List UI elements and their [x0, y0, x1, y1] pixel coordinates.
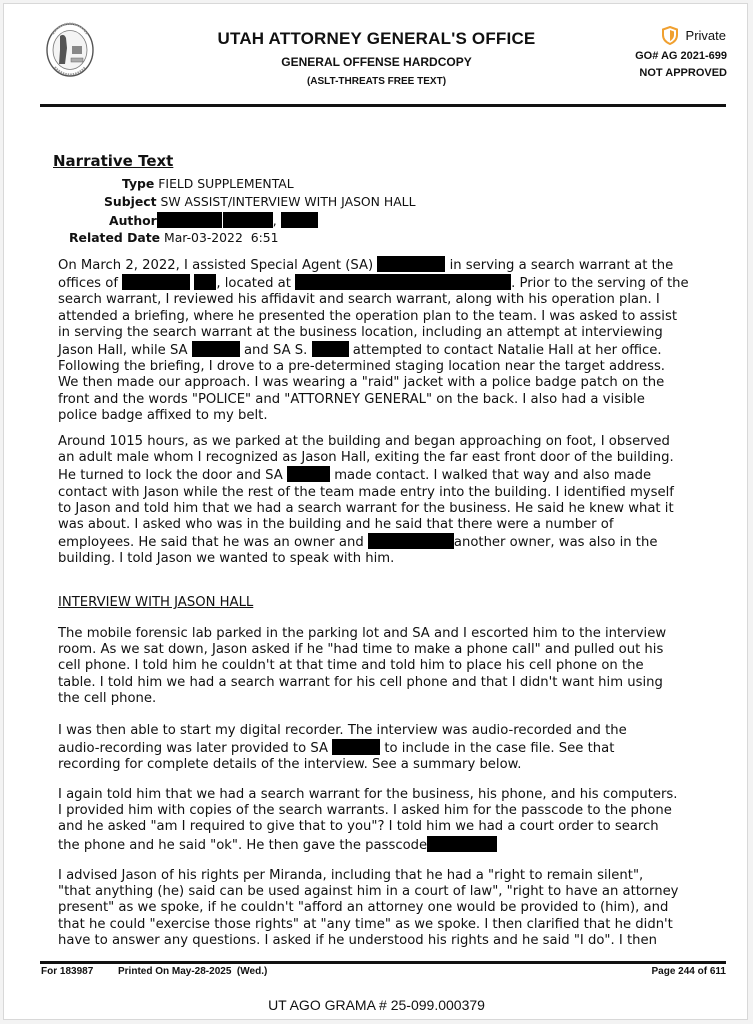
text-line: room. As we sat down, Jason asked if he "had time to make a phone call" and pulled out his: [58, 642, 664, 658]
report-category: (ASLT-THREATS FREE TEXT): [306, 76, 447, 87]
footer-for-id: For 183987: [41, 966, 94, 977]
text-line: an adult male whom I recognized as Jason Hall, exiting the far east front door of the building.: [58, 450, 674, 466]
subject-label: Subject: [104, 194, 157, 209]
text-line: another owner, was also in the: [453, 535, 658, 551]
narrative-heading: Narrative Text: [53, 152, 174, 170]
text-line: the cell phone.: [58, 690, 157, 706]
redaction: [223, 212, 273, 228]
text-line: front and the words "POLICE" and "ATTORNEY GENERAL" on the back. I also had a visible: [58, 391, 645, 407]
text-line: , located at: [216, 276, 296, 292]
author-label: Author: [109, 213, 157, 228]
text-line: police badge affixed to my belt.: [58, 407, 268, 423]
narrative-paragraph: [58, 787, 718, 854]
related-date-label: Related Date: [69, 230, 161, 245]
text-line: I provided him with copies of the search warrants. I asked him for the passcode to the phone: [58, 803, 672, 819]
redaction: [122, 274, 190, 290]
redaction: [295, 274, 511, 290]
text-line: table. I told him we had a search warrant for his cell phone and that I didn't want him using: [58, 674, 663, 690]
text-line: We then made our approach. I was wearing a "raid" jacket with a police badge patch on the: [58, 375, 665, 391]
agency-title: UTAH ATTORNEY GENERAL'S OFFICE: [217, 29, 536, 48]
narrative-paragraph: [58, 868, 718, 949]
text-line: "that anything (he) said can be used against him in a court of law", "right to have an attorney: [58, 884, 679, 900]
related-date-value: Mar-03-2022 6:51: [164, 230, 279, 245]
redaction: [192, 341, 240, 357]
text-line: have to answer any questions. I asked if he understood his rights and he said "I do". I then: [58, 932, 657, 948]
text-line: in serving a search warrant at the: [445, 258, 674, 273]
report-type: GENERAL OFFENSE HARDCOPY: [281, 55, 472, 69]
type-row: [122, 176, 294, 191]
type-value: FIELD SUPPLEMENTAL: [158, 176, 294, 191]
header-divider: [40, 104, 726, 107]
text-line: The mobile forensic lab parked in the parking lot and SA and I escorted him to the interview: [58, 626, 667, 641]
text-line: building. I told Jason we wanted to speak with him.: [58, 551, 395, 567]
privacy-badge: [662, 26, 726, 45]
text-line: Following the briefing, I drove to a pre-determined staging location near the target address.: [58, 359, 666, 375]
subject-row: [104, 194, 416, 209]
grama-number: UT AGO GRAMA # 25-099.000379: [268, 997, 485, 1013]
text-line: Jason Hall, while SA: [58, 343, 192, 359]
footer-printed-on: Printed On May-28-2025 (Wed.): [118, 966, 268, 977]
redaction: [312, 341, 349, 357]
text-line: attended a briefing, where he presented the operation plan to the team. I was asked to assist: [58, 308, 678, 324]
text-line: the phone and he said "ok". He then gave the passcode: [58, 837, 428, 853]
section-heading: INTERVIEW WITH JASON HALL: [58, 595, 254, 610]
text-line: employees. He said that he was an owner and: [58, 535, 368, 551]
text-line: and SA S.: [239, 343, 312, 359]
footer-divider: [40, 961, 726, 964]
redaction: [332, 739, 380, 755]
type-label: Type: [122, 176, 155, 191]
text-line: present" as we spoke, if he couldn't "afford an attorney one would be provided to (him), and: [58, 900, 669, 916]
text-line: He turned to lock the door and SA: [58, 468, 288, 484]
redaction: [194, 274, 216, 290]
text-line: cell phone. I told him he couldn't at that time and told him to place his cell phone on the: [58, 658, 644, 674]
redaction: [287, 466, 330, 482]
go-number: GO# AG 2021-699: [635, 50, 727, 62]
text-line: and he asked "am I required to give that to you"? I told him we had a court order to search: [58, 819, 659, 835]
text-line: I again told him that we had a search warrant for the business, his phone, and his computers.: [58, 787, 678, 802]
related-date-row: [69, 230, 279, 245]
text-line: was about. I asked who was in the building and he said that there were a number of: [58, 517, 614, 533]
text-line: I was then able to start my digital recorder. The interview was audio-recorded and the: [58, 723, 627, 738]
text-line: to include in the case file. See that: [380, 741, 615, 757]
text-line: that he could "exercise those rights" at "any time" as we spoke. I then clarified that he didn't: [58, 916, 673, 932]
text-line: to Jason and told him that we had a search warrant for the business. He said he knew what it: [58, 500, 674, 516]
narrative-paragraph: [58, 256, 718, 424]
text-line: . Prior to the serving of the: [511, 276, 689, 292]
approval-status: NOT APPROVED: [639, 67, 727, 79]
text-line: search warrant, I reviewed his affidavit and search warrant, along with his operation plan. I: [58, 292, 660, 308]
text-line: Around 1015 hours, as we parked at the building and began approaching on foot, I observed: [58, 434, 670, 449]
redaction: [157, 212, 222, 228]
subject-value: SW ASSIST/INTERVIEW WITH JASON HALL: [160, 194, 416, 209]
text-line: audio-recording was later provided to SA: [58, 741, 333, 757]
redaction: [427, 836, 497, 852]
narrative-paragraph: [58, 723, 718, 774]
text-line: offices of: [58, 276, 123, 292]
redaction: [281, 212, 318, 228]
text-line: recording for complete details of the interview. See a summary below.: [58, 757, 522, 773]
author-row: [109, 212, 318, 228]
narrative-paragraph: [58, 626, 718, 707]
text-line: attempted to contact Natalie Hall at her office.: [348, 343, 662, 359]
redaction: [377, 256, 445, 272]
footer-page-number: Page 244 of 611: [651, 966, 726, 977]
text-line: in serving the search warrant at the business location, including an attempt at interviewing: [58, 324, 663, 340]
author-separator: ,: [272, 213, 277, 228]
text-line: made contact. I walked that way and also made: [330, 468, 652, 484]
text-line: I advised Jason of his rights per Miranda, including that he had a "right to remain silent",: [58, 868, 644, 883]
shield-icon: [662, 26, 678, 45]
redaction: [368, 533, 454, 549]
text-line: contact with Jason while the rest of the team made entry into the building. I identified myself: [58, 484, 674, 500]
text-line: On March 2, 2022, I assisted Special Agent (SA): [58, 258, 378, 273]
privacy-label: Private: [685, 28, 726, 43]
narrative-paragraph: [58, 434, 718, 568]
